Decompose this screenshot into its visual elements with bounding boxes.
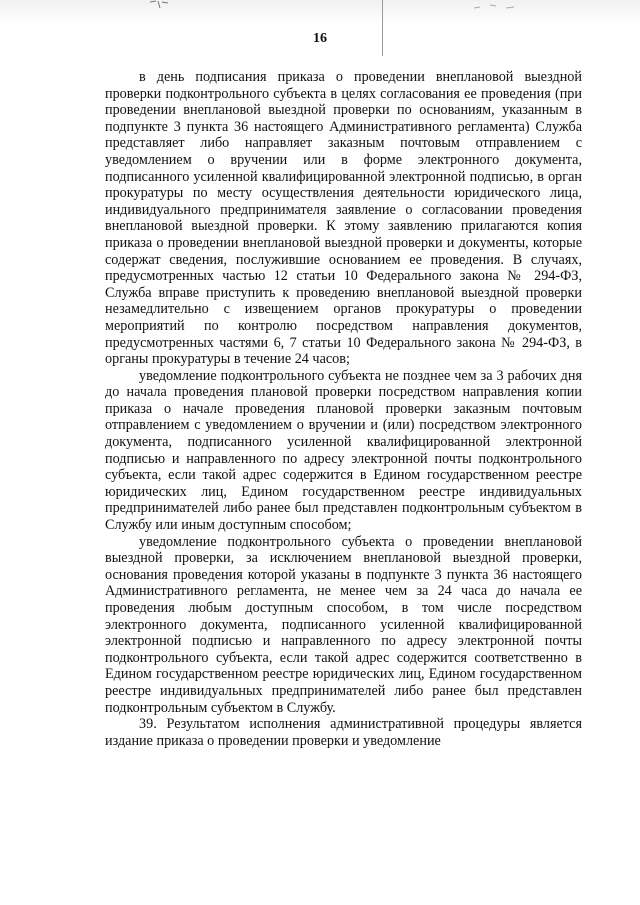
paragraph-notify-prosecutor: в день подписания приказа о проведении внеплановой выездной проверки подконтрольного субъекта в целях согласования ее проведения (при проведении внеплановой выездной проверки по основаниям, указанным в подпункте 3 пункта 36 настоящего Административного регламента) Служба представляет либо направляет заказным почтовым отправлением с уведомлением о вручении или в форме электронного документа, подписанного усиленной квалифицированной электронной подписью, в орган прокуратуры по месту осуществления деятельности юридического лица, индивидуального предпринимателя заявление о согласовании проведения внеплановой выездной проверки. К этому заявлению прилагаются копия приказа о проведении внеплановой выездной проверки и документы, которые содержат сведения, послужившие основанием ее проведения. В случаях, предусмотренных частью 12 статьи 10 Федерального закона № 294-ФЗ, Служба вправе приступить к проведению внеплановой выездной проверки незамедлительно с извещением органов прокуратуры о проведении мероприятий по контролю посредством направления документов, предусмотренных частями 6, 7 статьи 10 Федерального закона № 294-ФЗ, в органы прокуратуры в течение 24 часов; — [105, 69, 582, 368]
document-body — [105, 69, 582, 749]
scan-top-shadow — [0, 0, 640, 24]
paragraph-39-result: 39. Результатом исполнения административной процедуры является издание приказа о проведении проверки и уведомление — [105, 716, 582, 749]
page-number: 16 — [313, 31, 327, 46]
paragraph-notify-planned-inspection: уведомление подконтрольного субъекта не позднее чем за 3 рабочих дня до начала проведения плановой проверки посредством направления копии приказа о начале проведения плановой проверки заказным почтовым отправлением с уведомлением о вручении и (или) посредством электронного документа, подписанного усиленной квалифицированной электронной подписью и направленного по адресу электронной почты подконтрольного субъекта, если такой адрес содержится в Едином государственном реестре юридических лиц, Едином государственном реестре индивидуальных предпринимателей либо ранее был представлен подконтрольным субъектом в Службу или иным доступным способом; — [105, 367, 582, 534]
scan-artifact-left — [148, 0, 170, 10]
paragraph-notify-unplanned-inspection: уведомление подконтрольного субъекта о проведении внеплановой выездной проверки, за исключением внеплановой выездной проверки, основания проведения которой указаны в подпункте 3 пункта 36 настоящего Административного регламента, не менее чем за 24 часа до начала ее проведения любым доступным способом, в том числе посредством электронного документа, подписанного усиленной квалифицированной электронной подписью и направленного по адресу электронной почты подконтрольного субъекта, если такой адрес содержится соответственно в Едином государственном реестре юридических лиц, Едином государственном реестре индивидуальных предпринимателей либо ранее был представлен подконтрольным субъектом в Службу. — [105, 533, 582, 716]
scan-artifact-line — [382, 0, 383, 56]
scan-artifact-right — [470, 2, 530, 12]
